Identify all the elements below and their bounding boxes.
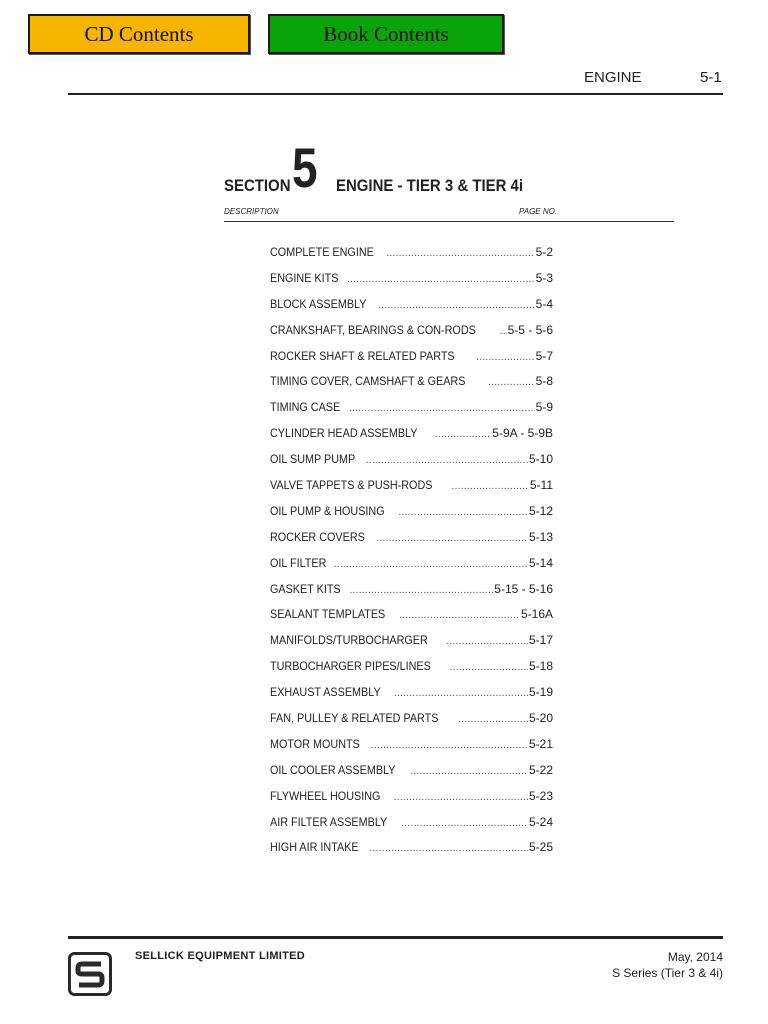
cd-contents-button[interactable]: CD Contents (28, 14, 250, 54)
table-of-contents (270, 245, 553, 866)
toc-entry-page: 5-22 (528, 762, 553, 777)
toc-entry[interactable] (270, 815, 553, 841)
toc-entry-page: 5-16A (520, 607, 553, 622)
toc-entry[interactable] (270, 685, 553, 711)
header-section-name: ENGINE (584, 69, 642, 86)
toc-entry[interactable] (270, 737, 553, 763)
toc-entry[interactable] (270, 556, 553, 582)
toc-dot-leader (399, 610, 520, 621)
toc-entry-title: TIMING COVER, CAMSHAFT & GEARS (270, 374, 466, 389)
toc-dot-leader (376, 533, 528, 544)
toc-entry-title: GASKET KITS (270, 581, 341, 596)
toc-entry-page: 5-5 - 5-6 (507, 322, 553, 337)
toc-entry[interactable] (270, 504, 553, 530)
toc-entry-title: BLOCK ASSEMBLY (270, 296, 367, 311)
section-title: ENGINE - TIER 3 & TIER 4i (336, 176, 524, 195)
toc-entry[interactable] (270, 659, 553, 685)
toc-entry[interactable] (270, 245, 553, 271)
toc-entry-title: COMPLETE ENGINE (270, 245, 374, 259)
toc-header-divider (224, 221, 674, 222)
toc-dot-leader (500, 326, 507, 337)
toc-entry[interactable] (270, 763, 553, 789)
toc-entry-title: EXHAUST ASSEMBLY (270, 685, 381, 700)
toc-entry-page: 5-8 (535, 374, 553, 389)
toc-dot-leader (410, 766, 528, 777)
toc-entry[interactable] (270, 840, 553, 866)
series-label: S Series (Tier 3 & 4i) (612, 966, 723, 980)
toc-entry-page: 5-10 (528, 452, 553, 467)
toc-entry[interactable] (270, 478, 553, 504)
toc-dot-leader (334, 559, 528, 570)
toc-entry-page: 5-17 (528, 633, 553, 648)
section-label: SECTION (224, 176, 291, 195)
toc-entry[interactable] (270, 582, 553, 608)
toc-entry-page: 5-15 - 5-16 (494, 581, 553, 596)
column-header-description: DESCRIPTION (224, 207, 279, 216)
toc-dot-leader (394, 688, 528, 699)
toc-entry-title: TURBOCHARGER PIPES/LINES (270, 659, 431, 674)
toc-entry[interactable] (270, 633, 553, 659)
toc-dot-leader (435, 429, 491, 440)
section-number: 5 (292, 136, 318, 199)
toc-dot-leader (378, 300, 535, 311)
book-contents-button[interactable]: Book Contents (268, 14, 504, 54)
toc-entry-page: 5-18 (528, 659, 553, 674)
toc-entry-title: ENGINE KITS (270, 270, 339, 285)
toc-entry-title: OIL PUMP & HOUSING (270, 503, 385, 518)
toc-entry-title: ROCKER SHAFT & RELATED PARTS (270, 348, 455, 363)
toc-dot-leader (450, 662, 528, 673)
toc-entry-page: 5-11 (529, 478, 553, 493)
toc-entry[interactable] (270, 607, 553, 633)
toc-entry-title: OIL COOLER ASSEMBLY (270, 762, 396, 777)
toc-dot-leader (488, 377, 535, 388)
toc-entry-title: FLYWHEEL HOUSING (270, 788, 381, 803)
toc-entry-title: SEALANT TEMPLATES (270, 607, 386, 622)
toc-entry-title: MANIFOLDS/TURBOCHARGER (270, 633, 428, 648)
toc-entry-title: ROCKER COVERS (270, 529, 365, 544)
header-divider (68, 93, 723, 95)
toc-entry-page: 5-3 (535, 270, 553, 285)
toc-entry-title: OIL FILTER (270, 555, 327, 570)
company-name: SELLICK EQUIPMENT LIMITED (135, 950, 306, 962)
toc-dot-leader (349, 585, 493, 596)
toc-entry-title: VALVE TAPPETS & PUSH-RODS (270, 478, 433, 493)
toc-entry-page: 5-23 (528, 788, 553, 803)
toc-entry[interactable] (270, 323, 553, 349)
toc-dot-leader (446, 636, 528, 647)
toc-entry[interactable] (270, 374, 553, 400)
toc-entry-page: 5-4 (535, 296, 553, 311)
toc-dot-leader (394, 792, 528, 803)
toc-dot-leader (401, 818, 528, 829)
toc-dot-leader (458, 714, 528, 725)
toc-dot-leader (398, 507, 528, 518)
sellick-logo-icon (68, 952, 112, 996)
toc-dot-leader (349, 403, 535, 414)
toc-dot-leader (452, 481, 529, 492)
toc-entry-page: 5-25 (528, 840, 553, 855)
toc-entry-title: OIL SUMP PUMP (270, 452, 356, 467)
column-header-page: PAGE NO. (519, 207, 558, 216)
toc-entry[interactable] (270, 297, 553, 323)
toc-entry-title: HIGH AIR INTAKE (270, 840, 359, 855)
toc-entry-title: TIMING CASE (270, 400, 341, 415)
toc-entry-page: 5-24 (528, 814, 553, 829)
toc-dot-leader (369, 843, 528, 854)
toc-entry-title: MOTOR MOUNTS (270, 736, 360, 751)
toc-entry-title: FAN, PULLEY & RELATED PARTS (270, 711, 439, 726)
toc-entry-page: 5-7 (535, 348, 553, 363)
header-page-number: 5-1 (700, 69, 722, 86)
toc-entry-page: 5-12 (528, 503, 553, 518)
toc-entry-page: 5-21 (528, 736, 553, 751)
toc-entry-title: CRANKSHAFT, BEARINGS & CON-RODS (270, 322, 476, 337)
toc-entry-title: CYLINDER HEAD ASSEMBLY (270, 426, 418, 441)
toc-entry-page: 5-13 (528, 529, 553, 544)
toc-entry[interactable] (270, 271, 553, 297)
toc-entry[interactable] (270, 426, 553, 452)
toc-dot-leader (476, 352, 535, 363)
publication-date: May, 2014 (667, 950, 723, 964)
toc-entry-page: 5-14 (528, 555, 553, 570)
toc-entry[interactable] (270, 530, 553, 556)
toc-entry-page: 5-19 (528, 685, 553, 700)
toc-entry[interactable] (270, 711, 553, 737)
toc-dot-leader (386, 248, 534, 259)
toc-entry-page: 5-9A - 5-9B (492, 426, 553, 441)
toc-dot-leader (371, 740, 528, 751)
toc-entry-title: AIR FILTER ASSEMBLY (270, 814, 388, 829)
toc-entry[interactable] (270, 452, 553, 478)
footer-divider (68, 936, 723, 939)
toc-entry[interactable] (270, 349, 553, 375)
toc-entry-page: 5-9 (535, 400, 553, 415)
toc-dot-leader (347, 274, 535, 285)
toc-entry-page: 5-20 (528, 711, 553, 726)
toc-dot-leader (366, 455, 528, 466)
toc-entry[interactable] (270, 400, 553, 426)
toc-entry-page: 5-2 (535, 245, 553, 259)
toc-entry[interactable] (270, 789, 553, 815)
